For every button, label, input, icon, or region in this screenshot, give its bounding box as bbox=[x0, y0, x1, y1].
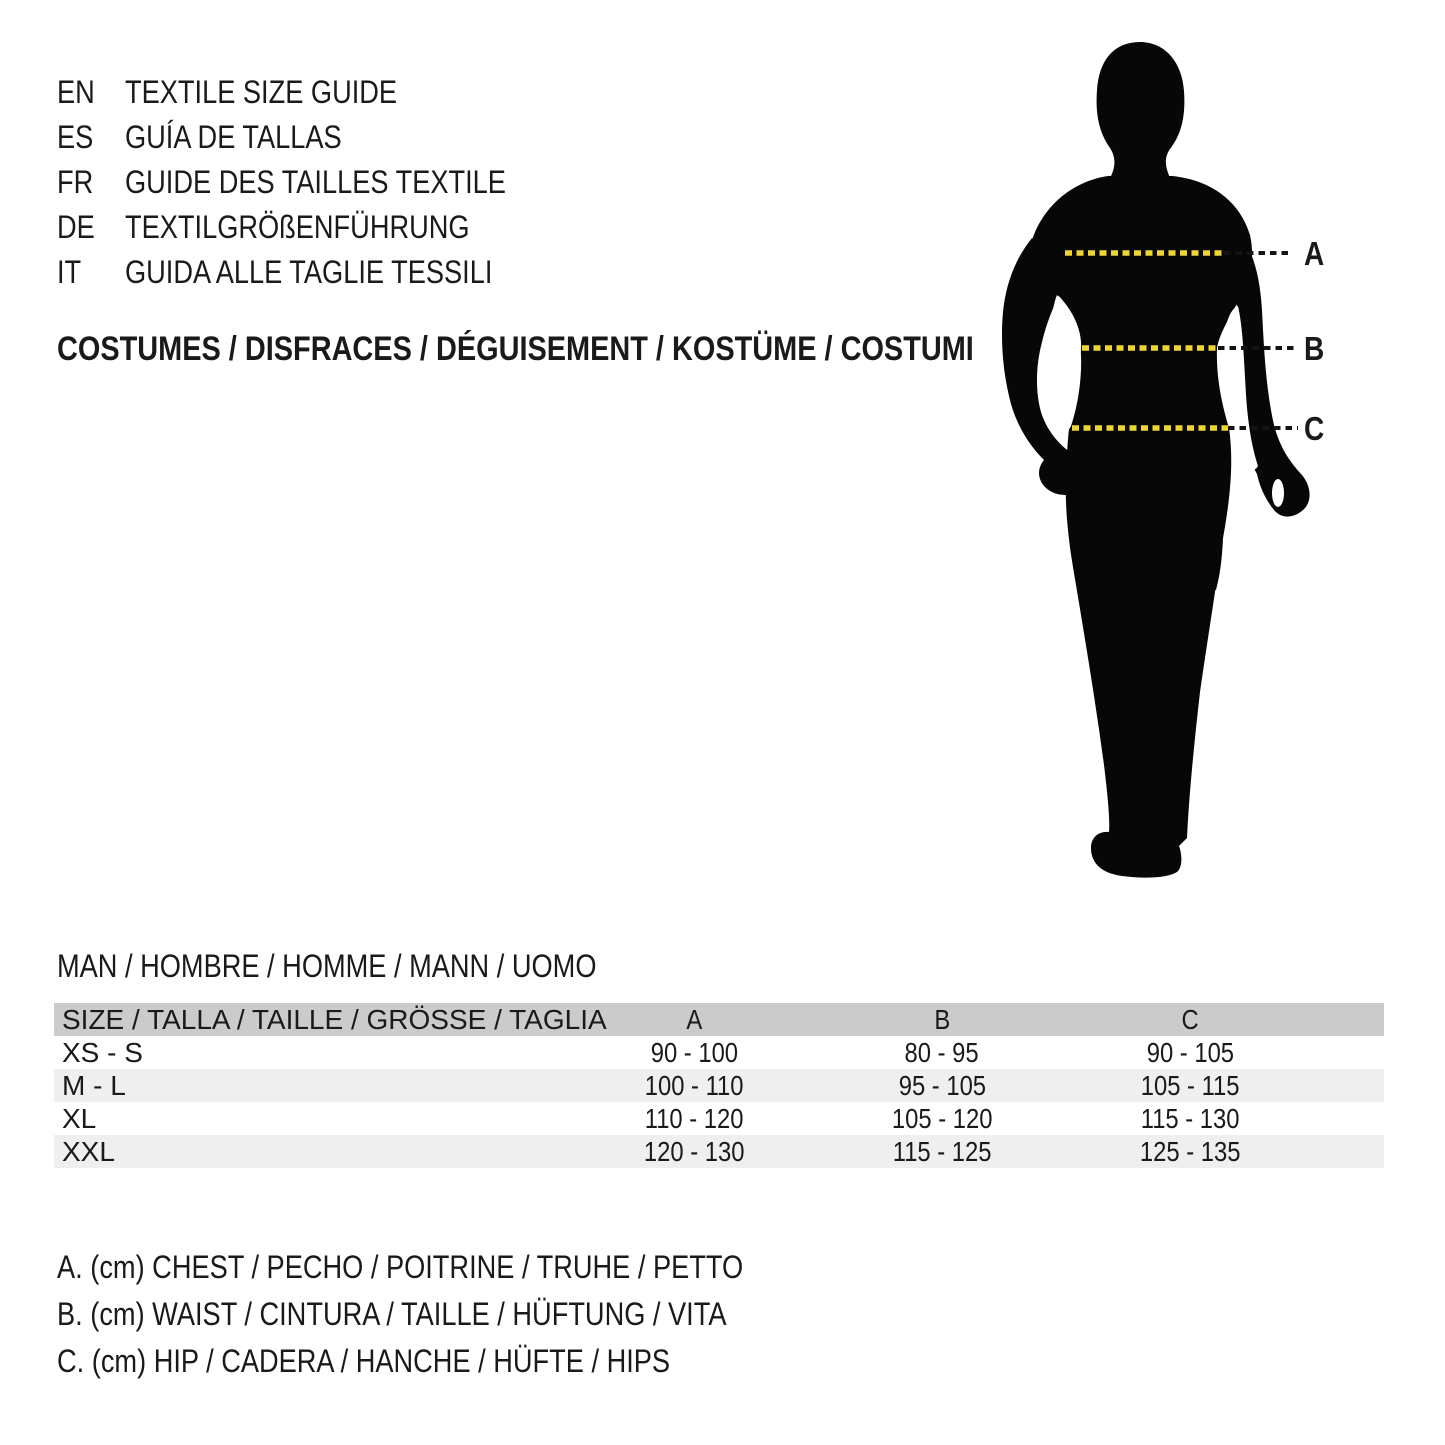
language-code: ES bbox=[57, 119, 94, 155]
table-row-xs-s bbox=[54, 1036, 1384, 1069]
table-row-xl bbox=[54, 1102, 1384, 1135]
language-row bbox=[57, 160, 506, 205]
value-cell-a: 100 - 110 bbox=[644, 1069, 744, 1101]
value-cell-c: 90 - 105 bbox=[1146, 1036, 1234, 1068]
measurement-legend bbox=[57, 1244, 864, 1385]
size-cell: XS - S bbox=[62, 1036, 143, 1068]
man-silhouette bbox=[1002, 42, 1310, 878]
section-heading-man: MAN / HOMBRE / HOMME / MANN / UOMO bbox=[57, 948, 597, 984]
legend-item-chest: A. (cm) CHEST / PECHO / POITRINE / TRUHE / PETTO bbox=[57, 1249, 744, 1285]
table-row-xxl bbox=[54, 1135, 1384, 1168]
size-column-header: SIZE / TALLA / TAILLE / GRÖSSE / TAGLIA bbox=[62, 1003, 607, 1035]
language-code: FR bbox=[57, 164, 94, 200]
size-table bbox=[54, 1003, 1384, 1168]
value-cell-a: 90 - 100 bbox=[650, 1036, 738, 1068]
value-cell-a: 120 - 130 bbox=[643, 1135, 745, 1167]
value-cell-b: 95 - 105 bbox=[898, 1069, 986, 1101]
value-cell-c: 125 - 135 bbox=[1139, 1135, 1241, 1167]
legend-item-hip: C. (cm) HIP / CADERA / HANCHE / HÜFTE / HIPS bbox=[57, 1343, 671, 1379]
value-cell-b: 105 - 120 bbox=[891, 1102, 993, 1134]
value-cell-b: 80 - 95 bbox=[904, 1036, 980, 1068]
value-cell-a: 110 - 120 bbox=[644, 1102, 744, 1134]
col-header-b: B bbox=[934, 1003, 950, 1035]
language-title: TEXTILE SIZE GUIDE bbox=[125, 74, 398, 110]
language-code: IT bbox=[57, 254, 82, 290]
measure-label-waist: B bbox=[1304, 330, 1325, 367]
measure-label-hip: C bbox=[1304, 410, 1325, 447]
category-heading: COSTUMES / DISFRACES / DÉGUISEMENT / KOSTÜME / COSTUMI bbox=[57, 330, 974, 368]
size-cell: M - L bbox=[62, 1069, 126, 1101]
language-title: GUÍA DE TALLAS bbox=[125, 119, 342, 155]
language-title: GUIDE DES TAILLES TEXTILE bbox=[125, 164, 506, 200]
language-title: GUIDA ALLE TAGLIE TESSILI bbox=[125, 254, 493, 290]
language-row bbox=[57, 250, 506, 295]
language-row bbox=[57, 70, 506, 115]
language-code: EN bbox=[57, 74, 95, 110]
measure-label-chest: A bbox=[1304, 235, 1325, 272]
value-cell-c: 105 - 115 bbox=[1140, 1069, 1240, 1101]
col-header-c: C bbox=[1181, 1003, 1199, 1035]
size-table-header-row bbox=[54, 1003, 1384, 1036]
value-cell-b: 115 - 125 bbox=[892, 1135, 992, 1167]
value-cell-c: 115 - 130 bbox=[1140, 1102, 1240, 1134]
size-cell: XXL bbox=[62, 1135, 115, 1167]
size-cell: XL bbox=[62, 1102, 97, 1134]
language-code: DE bbox=[57, 209, 95, 245]
man-measurement-figure bbox=[960, 30, 1340, 890]
col-header-a: A bbox=[686, 1003, 702, 1035]
language-row bbox=[57, 205, 506, 250]
legend-item-waist: B. (cm) WAIST / CINTURA / TAILLE / HÜFTUNG / VITA bbox=[57, 1296, 727, 1332]
language-guide bbox=[57, 70, 506, 295]
language-title: TEXTILGRÖßENFÜHRUNG bbox=[125, 209, 470, 245]
table-row-m-l bbox=[54, 1069, 1384, 1102]
language-row bbox=[57, 115, 506, 160]
